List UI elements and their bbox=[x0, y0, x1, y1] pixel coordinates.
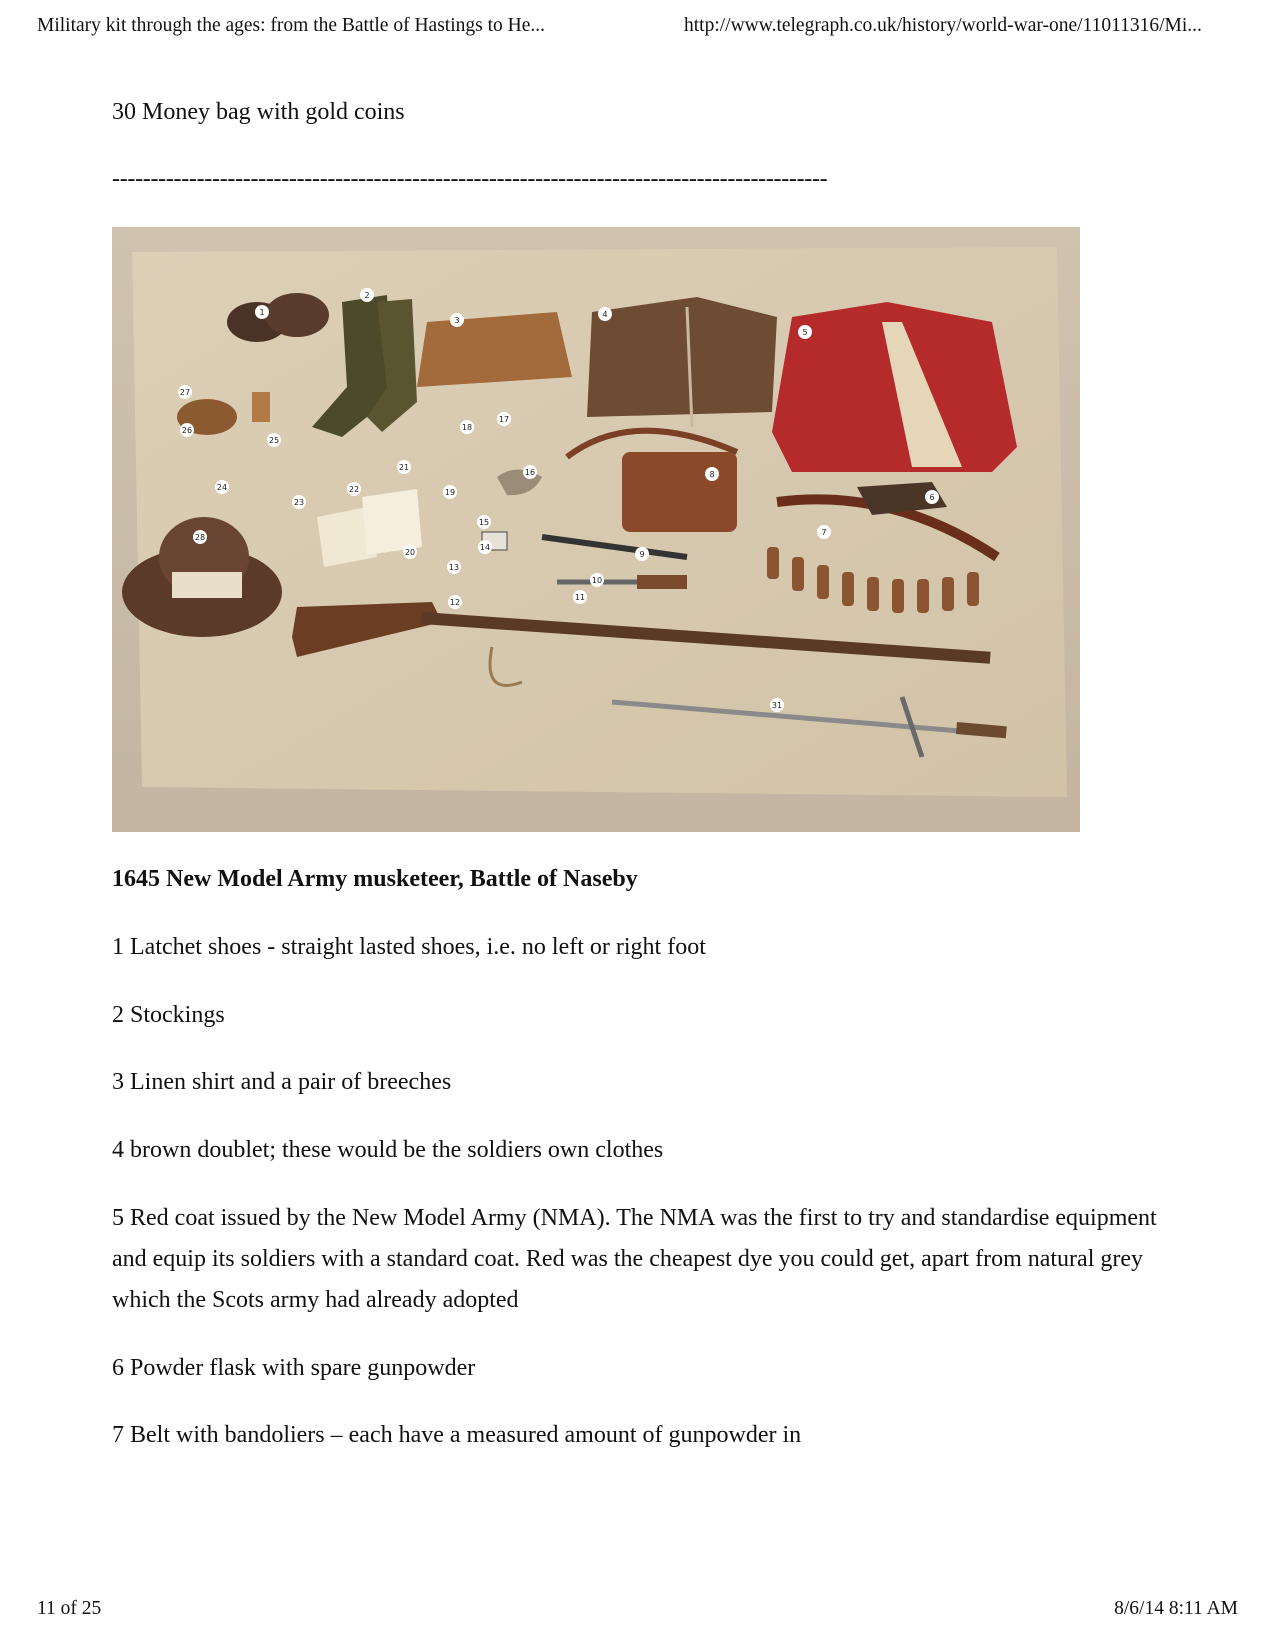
photo-label: 9 bbox=[639, 550, 645, 559]
musketeer-kit-photo bbox=[112, 227, 1080, 832]
photo-label: 25 bbox=[268, 436, 280, 445]
photo-label: 18 bbox=[461, 423, 473, 432]
photo-label: 2 bbox=[364, 291, 370, 300]
photo-label: 24 bbox=[216, 483, 228, 492]
list-item: 5 Red coat issued by the New Model Army (NMA). The NMA was the first to try and standardise equipment and equip its soldiers with a standard coat. Red was the cheapest dye you could get, apart from natural grey which the Scots army had already adopted bbox=[112, 1205, 1157, 1313]
print-datetime: 8/6/14 8:11 AM bbox=[1114, 1598, 1238, 1619]
kit-photo-illustration bbox=[112, 227, 1080, 832]
photo-label: 23 bbox=[293, 498, 305, 507]
photo-label: 15 bbox=[478, 518, 490, 527]
intro-item: 30 Money bag with gold coins bbox=[112, 99, 405, 125]
satchel-icon bbox=[622, 452, 737, 532]
section-divider: --------------------------------------------------------------------------------------------- bbox=[112, 166, 828, 192]
list-item: 1 Latchet shoes - straight lasted shoes, i.e. no left or right foot bbox=[112, 934, 706, 960]
breeches-icon bbox=[417, 312, 572, 387]
doublet-icon bbox=[587, 297, 777, 417]
photo-label: 17 bbox=[498, 415, 510, 424]
list-item: 2 Stockings bbox=[112, 1002, 225, 1028]
photo-label: 12 bbox=[449, 598, 461, 607]
photo-label: 26 bbox=[181, 426, 193, 435]
photo-label: 22 bbox=[348, 485, 360, 494]
page-header-title: Military kit through the ages: from the Battle of Hastings to He... bbox=[37, 15, 545, 36]
photo-label: 31 bbox=[771, 701, 783, 710]
photo-label: 20 bbox=[404, 548, 416, 557]
photo-label: 5 bbox=[802, 328, 808, 337]
list-item: 6 Powder flask with spare gunpowder bbox=[112, 1355, 476, 1381]
list-item: 7 Belt with bandoliers – each have a measured amount of gunpowder in bbox=[112, 1422, 802, 1448]
photo-label: 27 bbox=[179, 388, 191, 397]
photo-label: 21 bbox=[398, 463, 410, 472]
photo-caption: 1645 New Model Army musketeer, Battle of Naseby bbox=[112, 866, 638, 892]
photo-label: 1 bbox=[259, 308, 265, 317]
photo-label: 11 bbox=[574, 593, 586, 602]
page-header-url[interactable]: http://www.telegraph.co.uk/history/world-war-one/11011316/Mi... bbox=[684, 15, 1202, 36]
photo-label: 16 bbox=[524, 468, 536, 477]
shoe-icon bbox=[265, 293, 329, 337]
list-item: 3 Linen shirt and a pair of breeches bbox=[112, 1069, 452, 1095]
photo-label: 10 bbox=[591, 576, 603, 585]
photo-label: 14 bbox=[479, 543, 491, 552]
list-item: 4 brown doublet; these would be the soldiers own clothes bbox=[112, 1137, 664, 1163]
photo-label: 19 bbox=[444, 488, 456, 497]
photo-label: 8 bbox=[709, 470, 715, 479]
photo-label: 6 bbox=[929, 493, 935, 502]
photo-label: 4 bbox=[602, 310, 608, 319]
photo-label: 13 bbox=[448, 563, 460, 572]
page-number: 11 of 25 bbox=[37, 1598, 102, 1619]
photo-label: 3 bbox=[454, 316, 460, 325]
photo-label: 28 bbox=[194, 533, 206, 542]
paper-icon bbox=[362, 489, 422, 555]
photo-label: 7 bbox=[821, 528, 827, 537]
cup-icon bbox=[252, 392, 270, 422]
